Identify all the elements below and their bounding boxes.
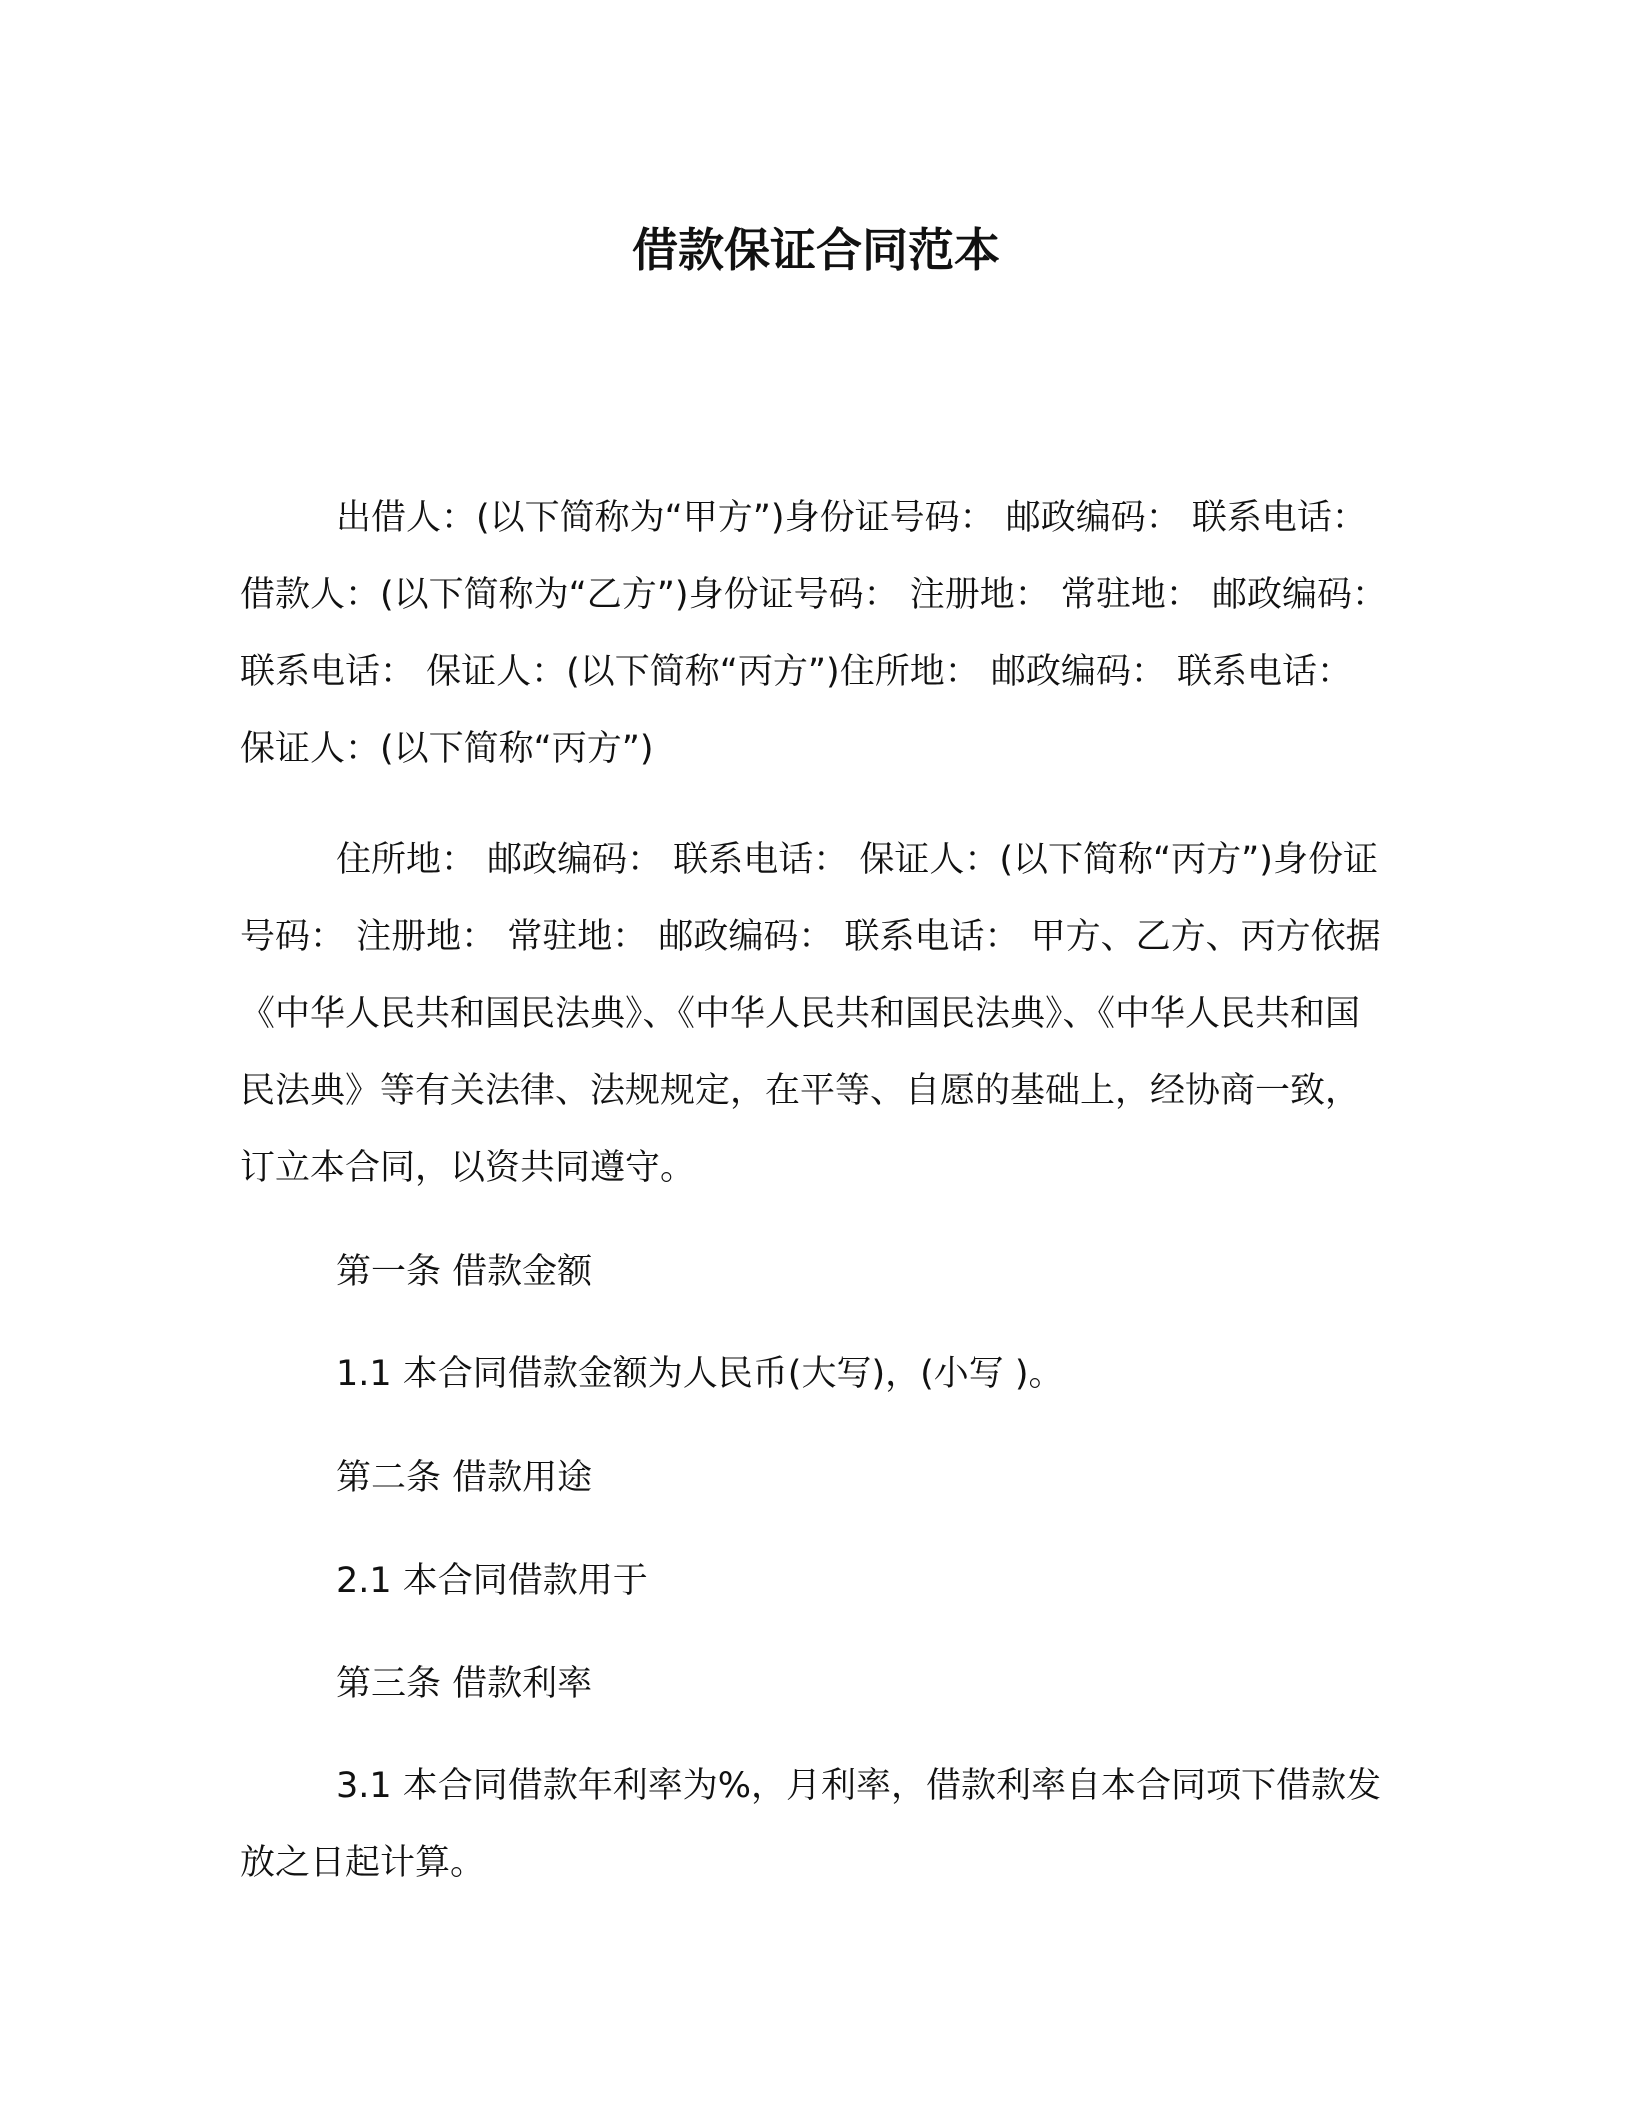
article-1-heading: 第一条 借款金额 <box>336 1252 593 1292</box>
article-3-clause-1: 3.1 本合同借款年利率为%，月利率，借款利率自本合同项下借款发放之日起计算。 <box>240 1766 1382 1883</box>
article-2-clause-1: 2.1 本合同借款用于 <box>336 1561 648 1601</box>
article-2-heading: 第二条 借款用途 <box>336 1458 593 1498</box>
parties-paragraph-2: 住所地： 邮政编码： 联系电话： 保证人：(以下简称“丙方”)身份证号码： 注册地： 常驻地： 邮政编码： 联系电话： 甲方、乙方、丙方依据《中华人民共和国民法典》、《中华人民共和国民法典》、《中华人民共和国民法典》等有关法律、法规规定，在平等、自愿的基础上，经协商一致，订立本合同，以资共同遵守。 <box>240 840 1381 1188</box>
article-1-clause-1: 1.1 本合同借款金额为人民币(大写)，(小写 )。 <box>336 1354 1064 1394</box>
document-title: 借款保证合同范本 <box>632 223 1000 277</box>
article-3-heading: 第三条 借款利率 <box>336 1664 593 1704</box>
parties-paragraph-1: 出借人：(以下简称为“甲方”)身份证号码： 邮政编码： 联系电话： 借款人：(以下简称为“乙方”)身份证号码： 注册地： 常驻地： 邮政编码： 联系电话： 保证人：(以下简称“丙方”)住所地： 邮政编码： 联系电话： 保证人：(以下简称“丙方”) <box>240 498 1387 769</box>
